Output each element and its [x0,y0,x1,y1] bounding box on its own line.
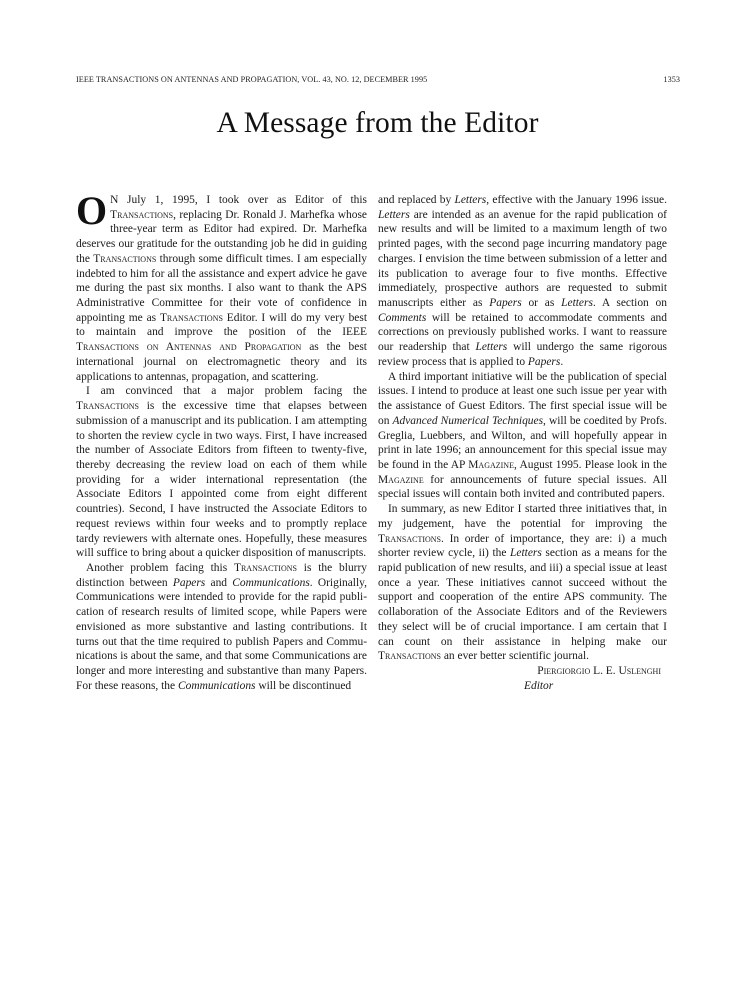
page-number: 1353 [663,75,680,84]
paragraph-text [76,188,367,383]
author-role: Editor [524,679,554,692]
small-caps-text: Transactions [378,650,441,663]
text-run: , replacing Dr. Ronald J. Marhefka whose three-year term as Editor had expired. Dr. Marhefka deserves our gratitude for the outstanding job he did in guiding the [76,208,367,265]
text-run: . [560,355,564,368]
italic-text: Communications [232,576,310,589]
text-run: Editor. I will do my very best to maintain and improve the position of the IEEE [76,311,367,339]
small-caps-text: Transactions [159,311,223,324]
text-run: are intended as an avenue for the rapid publication of new results and will be limited to a maximum length of two printed pages, with the second page incurring mandatory page charges. I envision the time between submission of a letter and its publication to average four to five months. Effective immediately, prospective authors are requested to submit manuscripts either as [378,208,667,310]
text-run: N July 1, 1995, I took over as Editor of this [110,194,367,206]
paragraph-text [378,503,667,662]
paragraph-text [378,371,667,501]
italic-text: Papers [489,297,522,310]
italic-text: Letters [475,341,508,354]
text-run: and replaced by [378,194,455,206]
text-run: an ever better scientific journal. [441,650,589,663]
text-run: , will be coedited by Profs. Greglia, Luebbers, and Wilton, and will hopefully appear in print in late 1996; an announcement for this special issue may be found in the AP [378,414,667,471]
italic-text: Papers [527,355,561,368]
text-run: section as a means for the rapid publication of new results, and iii) a special issue at least once a year. These initiatives cannot succeed without the support and cooperation of the entire APS community. The collaboration of the Associate Editors and of the Reviewers they select will be of crucial importance. I am certain that I can count on their assistance in helping make our [378,547,667,648]
small-caps-text: Magazine [468,458,514,471]
author-name: Piergiorgio L. E. Uslenghi [537,665,661,677]
small-caps-text: Transactions [93,252,157,265]
text-run: will be discontinued [255,679,352,692]
left-column [76,188,367,693]
small-caps-text: Transactions [110,208,174,221]
italic-text: Letters [561,297,593,310]
paragraph-5 [378,502,667,664]
text-run: as the best international journal on electromagnetic theory and its applications to antennas, propagation, and scattering. [76,341,367,383]
text-run: is the blurry distinction between [76,561,367,589]
paragraph-3-continued [378,193,667,370]
article-title: A Message from the Editor [216,107,539,139]
italic-text: Papers [172,576,206,589]
text-run: . In order of importance, they are: i) a much shorter review cycle, ii) the [378,532,667,560]
paragraph-3 [76,561,367,693]
italic-text: Comments [378,311,427,324]
text-run: or as [521,297,562,310]
signature-block [378,664,667,693]
text-run: A third important initiative will be the publication of special issues. I intend to produce at least one such issue per year with the assistance of Guest Editors. The first special issue will be on [378,370,667,427]
text-run: , effective with the January 1996 issue. [486,194,667,206]
text-run: and [205,576,233,589]
text-run: through some difficult times. I am especially indebted to him for all the assistance and expert advice he gave me during the past six months. I also want to thank the APS Administrative Committee for their vote of confidence in appointing me as [76,252,367,324]
paragraph-text [76,385,367,559]
text-run: . A section on [592,297,667,310]
right-column [378,193,667,693]
italic-text: Letters [454,194,487,206]
text-run: In summary, as new Editor I started three initiatives that, in my judgement, have the potential for improving the [378,503,667,530]
text-run: is the excessive time that elapses between submission of a manuscript and its publication. I am attempting to shorten the review cycle in two ways. First, I have increased the number of Associate Editors from fifteen to twenty-five, thereby decreasing the review load on each of them while providing for a wider international representation (the Associate Editors I appointed come from eight different countries). Second, I have instructed the Associate Editors to request reviews within four weeks and to promptly replace tardy reviewers with alternate ones. Hopefully, these measures will suffice to bring about a quicker disposition of manuscripts. [76,400,367,560]
italic-text: Letters [510,547,542,560]
running-head [76,75,680,87]
text-run: I am convinced that a major problem facing the [86,385,367,398]
text-run: will be retained to accommodate comments and corrections on previously published works. I want to reassure our readership that [378,311,667,354]
paragraph-1 [76,188,367,384]
small-caps-text: Transactions on Antennas and Propagation [76,341,302,354]
italic-text: Communications [177,679,256,692]
text-run: , August 1995. Please look in the [513,458,667,471]
text-run: . Originally, Communications were intended to provide for the rapid publication of research results of limited scope, while Papers were envisioned as more substantive and lasting contributions. It turns out that the time required to publish Papers and Communications is about the same, and that some Communications are longer and more interesting and substantive than many Papers. For these reasons, the [76,576,367,692]
small-caps-text: Magazine [378,473,424,486]
italic-text: Advanced Numerical Techniques [392,414,544,427]
text-run: for announcements of future special issues. All special issues will contain both invited and contributed papers. [378,473,667,501]
italic-text: Letters [378,208,410,221]
text-run: will undergo the same rigorous review process that is applied to [378,341,667,368]
paragraph-text [378,194,667,368]
small-caps-text: Transactions [378,532,441,545]
paragraph-4 [378,370,667,502]
small-caps-text: Transactions [76,400,139,413]
paragraph-text [76,562,367,692]
text-run: Another problem facing this [86,561,234,574]
small-caps-text: Transactions [233,561,297,574]
journal-citation: IEEE TRANSACTIONS ON ANTENNAS AND PROPAGATION, VOL. 43, NO. 12, DECEMBER 1995 [76,75,428,84]
drop-cap: O [76,188,108,233]
paragraph-2 [76,384,367,561]
